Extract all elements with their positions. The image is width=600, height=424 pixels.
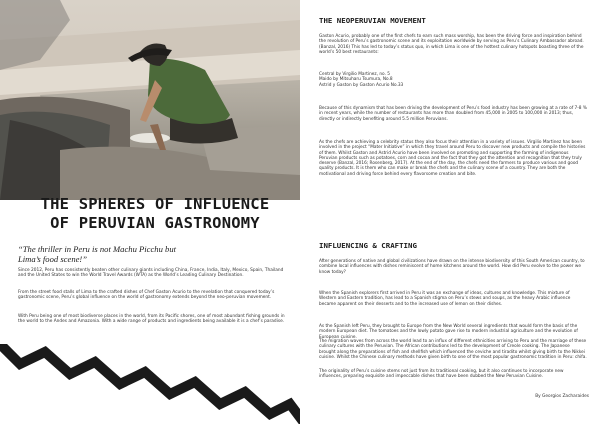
spanish-paragraph: When the Spanish explorers first arrived in Peru it was an exchange of ideas, cultures and knowledge. This mixture of Western and Eastern tradition, has lead to a Spanish stigma on Peru’s stews and soups, as the heavy Arabic influence became apparent on their desserts and to the increased use of lemon on their dishes. — [319, 291, 571, 307]
originality-paragraph: The originality of Peru’s cuisine stems not just from its traditional cooking, but it also continues to incorporate new influences, preparing exquisite and impeccable dishes that have been dubbed the New Peruvian Cuisine. — [319, 369, 564, 380]
article-title — [10, 195, 300, 233]
europe-paragraph: As the Spanish left Peru, they brought to Europe from the New World several ingredients that would form the basis of the modern European diet. The tomatoes and the lowly potato gave rise to modern industrial agriculture and the evolution of European cuisine. — [319, 324, 578, 340]
left-paragraph-3: With Peru being one of most biodiverse places in the world, from its Pacific shores, one of most abundant fishing grounds in the world to the Andes and Amazonia. With a wide range of products and ingredients being available it is a chef’s paradise. — [18, 314, 285, 325]
title-line-1: THE SPHERES OF INFLUENCE — [40, 195, 270, 213]
section-heading-influencing: INFLUENCING & CRAFTING — [319, 241, 417, 250]
biodiversity-paragraph: After generations of native and global civilizations have drawn on the intense biodiversity of this South American country, to combine local influences with dishes reminiscent of home kitchens around the world. How did Peru evolve to the power we know today? — [319, 259, 585, 275]
left-paragraph-2: From the street food stalls of Lima to the crafted dishes of Chef Gaston Acurio to the revelation that conquered today’s gastronomic scene, Peru’s global influence on the world of gastronomy extends beyond the neo-peruvian movement. — [18, 290, 275, 301]
intro-paragraph: Gaston Acurio, probably one of the first chefs to earn such mass worship, has been the driving force and inspiration behind the revolution of Peru’s gastronomic scene and its exploitation worldwide by serving as Peru’s Culinary Ambassador abroad. (Banzal, 2016) This has led to today’s status quo, in which Lima is one of the hottest culinary hotspots boasting three of the world’s 50 best restaurants: — [319, 34, 584, 55]
right-page — [300, 0, 600, 424]
restaurant-item: Central by Virgilio Martinez, no. 5 — [319, 72, 390, 77]
title-line-2: OF PERUVIAN GASTRONOMY — [50, 214, 260, 232]
left-paragraph-1: Since 2012, Peru has consistently beaten other culinary giants including China, France, India, Italy, Mexico, Spain, Thailand and the United States to win the World Travel Awards (WTA) as the World’s Leading Culinary Destination. — [18, 268, 284, 279]
section-heading-neoperuvian: THE NEOPERUVIAN MOVEMENT — [319, 16, 426, 25]
restaurant-item: Astrid y Gaston by Gaston Acurio No.33 — [319, 82, 404, 88]
zigzag-decoration — [0, 344, 300, 424]
growth-paragraph: Because of this dynamism that has been driving the development of Peru’s food industry has been growing at a rate of 7-8 % in recent years, while the number of restaurants has more than doubled from 45,000 in 2005 to 100,000 in 2013; thus, directly or indirectly benefiting around 5.5 million Peruvians. — [319, 106, 587, 122]
migration-paragraph: The migration waves from across the world lead to an influx of different ethnicities arriving to Peru and the marriage of these culinary cultures with the Peruvian. The African contributions led to the development of Creole cooking. The Japanese brought along the preparations of fish and shellfish which influenced the ceviche and tiradito whilst giving birth to the Nikkei cuisine. Whilst the Chinese culinary methods have given birth to one of the most popular gastronomic tradition in Peru: chifa. — [319, 339, 587, 360]
author-byline: By Georgios Zacharaides — [535, 394, 589, 399]
salt-pond-photo — [0, 0, 300, 200]
restaurant-item: Maido by Mitsuharu Tsumura, No.8 — [319, 77, 393, 83]
restaurant-list — [319, 72, 587, 88]
pull-quote: “The thriller in Peru is not Machu Picchu but Lima’s food scene!” — [18, 244, 177, 264]
chefs-paragraph: As the chefs are achieving a celebrity status they also focus their attention in a variety of issues. Virgilio Martinez has been involved in the project “Mater Initiative” in which they travel around Peru to discover new products and compile the histories of them. Whilst Gaston and Astrid Acurio have been involved on promoting and supporting the farming of indigenous Peruvian products such as potatoes, corn and cocoa and the fact that they got the attention and recognition that they truly deserve (Banzal, 2016; Rosenberg, 2017). At the end of the day, the chefs need the farmers to produce various and good quality products. It is them who can make or break the chefs and the culinary scene of a country. They are both the motivational and driving force behind every flavorsome creation and bite. — [319, 140, 586, 177]
